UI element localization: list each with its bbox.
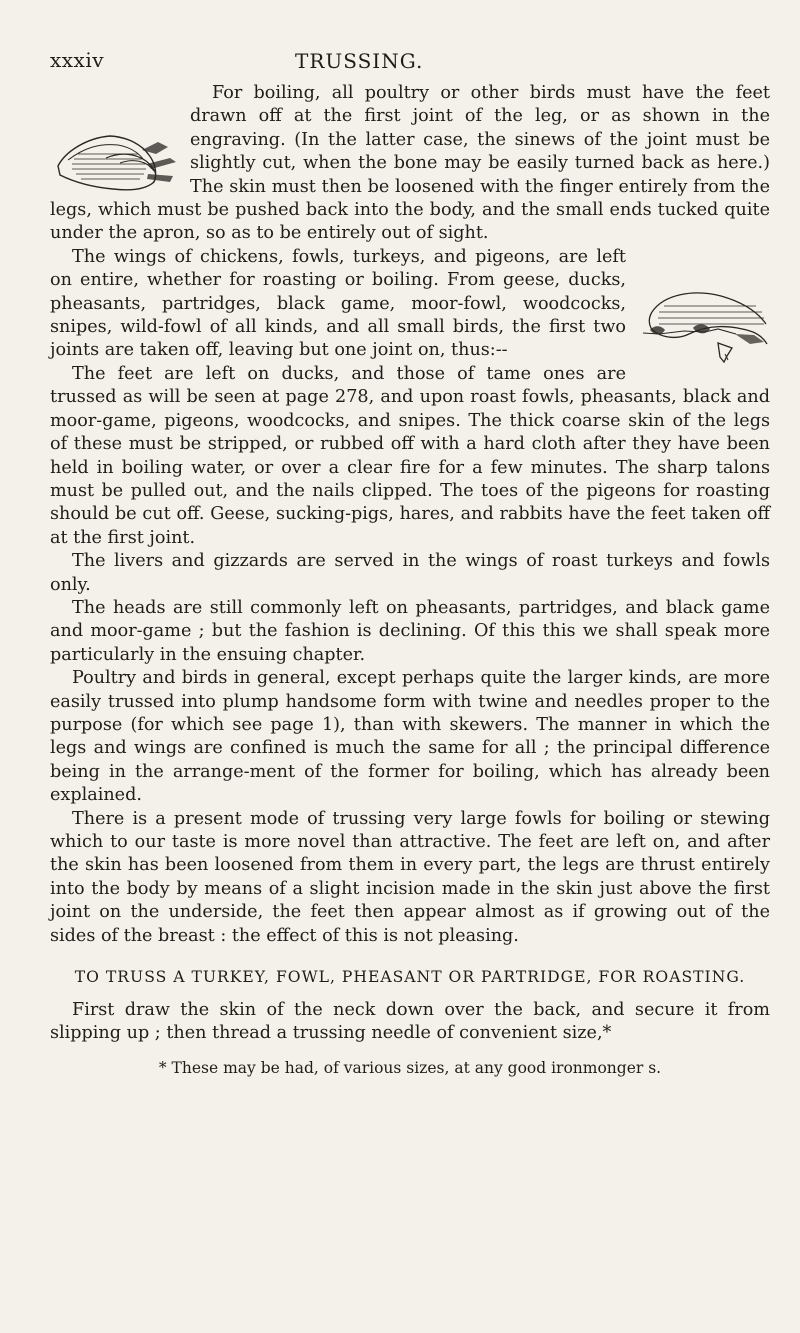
paragraph-4: The livers and gizzards are served in the wings of roast turkeys and fowls only.	[50, 551, 770, 595]
paragraph-1: For boiling, all poultry or other birds must have the feet drawn off at the first joint of the leg, or as shown in the engraving. (In the latter case, the sinews of the joint must be slightly cut, when the bone may be easily turned back as here.) The skin must then be loosened with the finger entirely from the legs, which must be pushed back into the body, and the small ends tucked quite under the apron, so as to be entirely out of sight.	[50, 83, 770, 244]
paragraph-6: Poultry and birds in general, except perhaps quite the larger kinds, are more easily trussed into plump handsome form with twine and needles proper to the purpose (for which see page 1), than with skewers. The manner in which the legs and wings are confined is much the same for all ; the principal difference being in the arrange-ment of the former for boiling, which has already been explained.	[50, 668, 770, 806]
paragraph-7: There is a present mode of trussing very large fowls for boiling or stewing which to our taste is more novel than attractive. The feet are left on, and after the skin has been loosened from them in every part, the legs are thrust entirely into the body by means of a slight incision made in the skin just above the first joint on the underside, the feet then appear almost as if growing out of the sides of the breast : the effect of this is not pleasing.	[50, 808, 770, 946]
footnote: * These may be had, of various sizes, at any good ironmonger s.	[158, 1058, 662, 1077]
bird-leg-figure	[50, 130, 182, 194]
bird-legs-figure	[634, 286, 770, 376]
paragraph-5: The heads are still commonly left on pheasants, partridges, and black game and moor-game ; but the fashion is declining. Of this this we shall speak more particularly in the ensuing chapter.	[50, 597, 770, 665]
body-text	[50, 82, 770, 1078]
book-page	[50, 32, 770, 1302]
running-head: TRUSSING.	[295, 49, 424, 73]
paragraph-3: The feet are left on ducks, and those of tame ones are trussed as will be seen at page 278, and upon roast fowls, pheasants, black and moor-game, pigeons, woodcocks, and snipes. The thick coarse skin of the legs of these must be stripped, or rubbed off with a hard cloth after they have been held in boiling water, or over a clear fire for a few minutes. The sharp talons must be pulled out, and the nails clipped. The toes of the pigeons for roasting should be cut off. Geese, sucking-pigs, hares, and rabbits have the feet taken off at the first joint.	[50, 363, 770, 548]
bird-leg-engraving	[50, 130, 182, 194]
paragraph-2: The wings of chickens, fowls, turkeys, and pigeons, are left on entire, whether for roasting or boiling. From geese, ducks, pheasants, partridges, black game, moor-fowl, woodcocks, snipes, wild-fowl of all kinds, and all small birds, the first two joints are taken off, leaving but one joint on, thus:--	[50, 246, 626, 361]
page-header	[50, 32, 770, 82]
page-number: xxxiv	[50, 48, 105, 72]
section-heading: TO TRUSS A TURKEY, FOWL, PHEASANT OR PARTRIDGE, FOR ROASTING.	[74, 968, 746, 987]
bird-legs-engraving	[634, 286, 770, 376]
paragraph-8: First draw the skin of the neck down over the back, and secure it from slipping up ; then thread a trussing needle of convenient size,*	[50, 1000, 770, 1044]
